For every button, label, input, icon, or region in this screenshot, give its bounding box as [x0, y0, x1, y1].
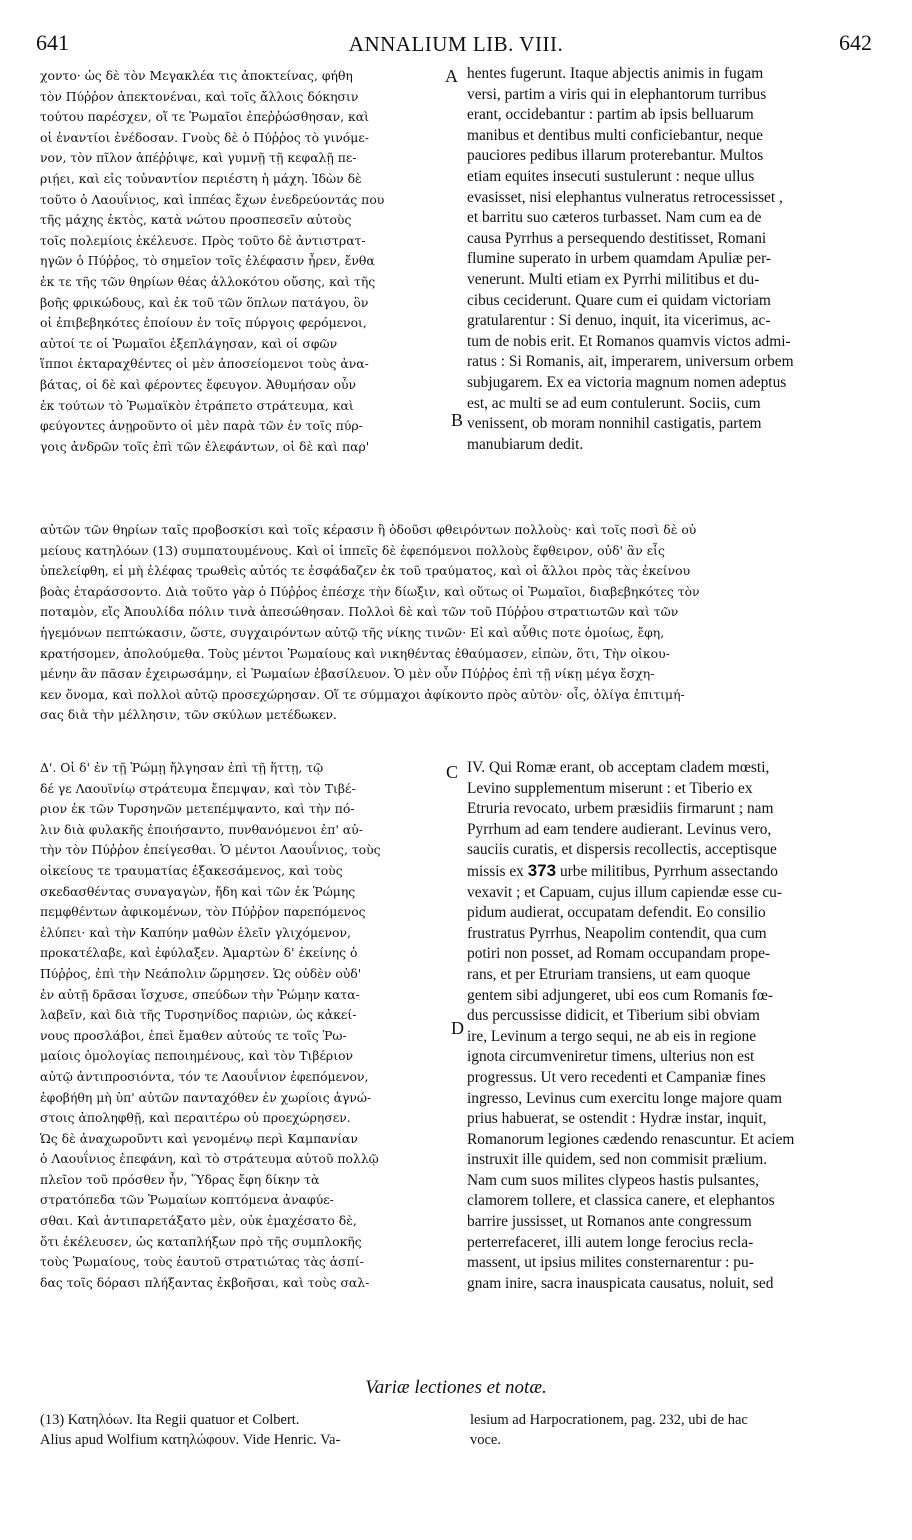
greek-line: ἡγεμόνων πεπτώκασιν, ὥστε, συγχαιρόντων αὐτῷ τῆς νίκης τινῶν· Εἰ καὶ αὖθις ποτε ὁμοίως, ἔφη, — [40, 624, 665, 640]
greek-line: κεν ὄνομα, καὶ πολλοὶ αὐτῷ προσεχώρησαν. Οἵ τε σύμμαχοι ἀφίκοντο πρὸς αὐτὸν· οἷς, ὀλίγα ἐπιτιμή- — [40, 686, 685, 702]
latin-line: rans, et per Etruriam transiens, ut eam quoque — [467, 965, 751, 983]
greek-full-width-text — [40, 520, 876, 726]
greek-line: τὸν Πύῤῥον ἀπεκτονέναι, καὶ τοῖς ἄλλοις δόκησιν — [40, 88, 359, 104]
greek-line: οἰκείους τε τραυματίας ἐξακεσάμενος, καὶ τοὺς — [40, 862, 343, 878]
greek-line: Δ'. Οἱ δ' ἐν τῇ Ῥώμῃ ἤλγησαν ἐπὶ τῇ ἥττῃ, τῷ — [40, 760, 324, 775]
latin-line: Pyrrhum ad eam tendere audierant. Levinus vero, — [467, 820, 772, 838]
greek-line: ἐν αὐτῇ δρᾶσαι ἴσχυσε, σπεύδων τὴν Ῥώμην κατα- — [40, 986, 360, 1002]
greek-line: βάτας, οἱ δὲ καὶ φέροντες ἔφευγον. Ἀθυμήσαν οὖν — [40, 376, 357, 392]
latin-line: est, ac multi se ad eum contulerunt. Sociis, cum — [467, 394, 761, 412]
page-header — [0, 30, 912, 60]
running-title: ANNALIUM LIB. VIII. — [348, 32, 564, 56]
latin-column-bottom — [467, 758, 877, 1294]
latin-line: frustratus Pyrrhus, Neapolim contendit, qua cum — [467, 924, 767, 942]
greek-line: σθαι. Καὶ ἀντιπαρετάξατο μὲν, οὐκ ἐμαχέσατο δὲ, — [40, 1213, 357, 1229]
latin-line: ratus : Si Romanis, ait, imperarem, universum orbem — [467, 353, 794, 371]
greek-line: γοις ἀνδρῶν τοῖς ἐπὶ τῶν ἐλεφάντων, οἱ δὲ καὶ παρ' — [40, 438, 370, 454]
greek-line: ἐλύπει· καὶ τὴν Καπύην μαθὼν ἑλεῖν γλιχόμενον, — [40, 924, 351, 940]
latin-line: cibus ceciderunt. Quare cum ei quidam victoriam — [467, 291, 771, 309]
latin-line: manubiarum dedit. — [467, 435, 584, 453]
greek-line: ηγῶν ὁ Πύῤῥος, τὸ σημεῖον τοῖς ἐλέφασιν ἦρεν, ἔνθα — [40, 253, 375, 269]
latin-line: sauciis curatis, et dispersis recollectis, acceptisque — [467, 841, 777, 859]
footnote-left — [40, 1410, 460, 1450]
latin-line: et barritu suo cæteros turbasset. Nam cum ea de — [467, 209, 762, 227]
greek-line: βοὰς ἐταράσσοντο. Διὰ τοῦτο γὰρ ὁ Πύῤῥος ἐπέσχε τὴν δίωξιν, καὶ οὕτως οἱ Ῥωμαῖοι, διαβεβηκότες τὸν — [40, 583, 700, 599]
latin-line: venissent, ob moram nonnihil castigatis, partem — [467, 415, 762, 433]
greek-line: αὐτῷ ἀντιπροσιόντα, τόν τε Λαουΐνιον ἐφεπόμενον, — [40, 1068, 369, 1084]
margin-marker-d: D — [451, 1018, 464, 1038]
latin-line: dus percussisse didicit, et Tiberium sibi obviam — [467, 1007, 760, 1025]
latin-line: etiam equites insecuti sustulerunt : neque ullus — [467, 167, 755, 185]
latin-line: gratularentur : Si denuo, inquit, ita vicerimus, ac- — [467, 312, 771, 330]
greek-line: χοντο· ὡς δὲ τὸν Μεγακλέα τις ἀποκτείνας, φήθη — [40, 68, 353, 83]
greek-column-top — [40, 66, 450, 457]
latin-line: ingresso, Levinus cum exercitu longe majore quam — [467, 1089, 782, 1107]
latin-line: tum de nobis erit. Et Romanos quamvis victos admi- — [467, 332, 791, 350]
latin-line: Nam cum suos milites clypeos hastis pulsantes, — [467, 1171, 759, 1189]
latin-line: Levino supplementum miserunt : et Tiberio ex — [467, 779, 753, 797]
latin-line: pidum audierat, occupatam defendit. Eo consilio — [467, 904, 766, 922]
greek-line: ἐκ τούτων τὸ Ῥωμαϊκὸν ἐτράπετο στράτευμα, καὶ — [40, 397, 354, 413]
greek-line: νον, τὸν πῖλον ἀπέῤῥιψε, καὶ γυμνῇ τῇ κεφαλῇ πε- — [40, 150, 357, 166]
notes-heading: Variæ lectiones et notæ. — [365, 1377, 547, 1398]
greek-line: πλεῖον τοῦ πρόσθεν ἦν, Ὕδρας ἔφη δίκην τὰ — [40, 1171, 320, 1187]
greek-line: σας διὰ τὴν μέλλησιν, τῶν σκύλων μετέδωκεν. — [40, 707, 337, 723]
greek-line: νους προσλάβοι, ἐπεὶ ἔμαθεν αὐτούς τε τοῖς Ῥω- — [40, 1027, 347, 1043]
greek-line: τοῦτο ὁ Λαουΐνιος, καὶ ἱππέας ἔχων ἐνεδρεύοντάς που — [40, 191, 385, 207]
latin-column-top — [467, 64, 877, 455]
latin-line: vexavit ; et Capuam, cujus illum capiendæ esse cu- — [467, 883, 782, 901]
greek-line: πεμφθέντων ἀφικομένων, τὸν Πύῤῥον παρεπόμενος — [40, 904, 366, 920]
latin-line: flumine superato in urbem quamdam Apuliæ per- — [467, 250, 772, 268]
latin-line: potiri non posset, ad Romam occupandam prope- — [467, 945, 771, 963]
latin-line: subjugarem. Ex ea victoria magnum nomen adeptus — [467, 373, 787, 391]
greek-line: τοὺς Ῥωμαίους, τοὺς ἑαυτοῦ στρατιώτας τὰς ἀσπί- — [40, 1254, 364, 1270]
margin-marker-b: B — [451, 410, 464, 430]
latin-line: perterrefaceret, illi autem longe ferocius recla- — [467, 1233, 754, 1251]
greek-line: τὴν τὸν Πύῤῥον ἐπείγεσθαι. Ὁ μέντοι Λαουΐνιος, τοὺς — [40, 842, 381, 858]
greek-line: λαβεῖν, καὶ διὰ τῆς Τυρσηνίδος παριὼν, ὡς κἀκεί- — [40, 1007, 357, 1023]
latin-line: erant, occidebantur : partim ab ipsis belluarum — [467, 106, 754, 124]
latin-line: venerunt. Multi etiam ex Pyrrhi militibus et du- — [467, 270, 760, 288]
latin-line: clamorem tollere, et classica canere, et elephantos — [467, 1192, 775, 1210]
greek-line: ὑπελείφθη, εἰ μὴ ἐλέφας τρωθεὶς αὐτός τε ἐσφάδαζεν ἐκ τοῦ τραύματος, καὶ οἱ ἄλλοι πρὸς τὰς ἐκείνου — [40, 563, 691, 579]
latin-line: manibus et dentibus multi conficiebantur, neque — [467, 126, 764, 144]
footnote-right — [470, 1410, 880, 1450]
greek-line: κρατήσομεν, ἀπολούμεθα. Τοὺς μέντοι Ῥωμαίους καὶ νικηθέντας ἐθαύμασεν, εἰπὼν, ὅτι, Τὴν οἰκου- — [40, 645, 670, 661]
latin-line: gentem sibi adjungeret, ubi eos cum Romanis fœ- — [467, 986, 774, 1004]
greek-line: στοις ἀποληφθῇ, καὶ περαιτέρω οὐ προεχώρησεν. — [40, 1110, 351, 1126]
latin-line: causa Pyrrhus a persequendo destitisset, Romani — [467, 229, 767, 247]
latin-line: progressus. Ut vero recedenti et Campaniæ fines — [467, 1068, 766, 1086]
greek-line: προκατέλαβε, καὶ ἐφύλαξεν. Ἁμαρτὼν δ' ἐκείνης ὁ — [40, 945, 358, 961]
footnote-line: Alius apud Wolfium κατηλώφουν. Vide Henric. Va- — [40, 1432, 341, 1448]
greek-line: οἱ ἐναντίοι ἐνέδοσαν. Γνοὺς δὲ ὁ Πύῤῥος τὸ γινόμε- — [40, 129, 369, 145]
greek-line: σκεδασθέντας συναγαγὼν, ἤδη καὶ τῶν ἐκ Ῥώμης — [40, 883, 356, 899]
latin-line: instruxit ille quidem, sed non commisit prælium. — [467, 1151, 768, 1169]
footnote-line: lesium ad Harpocrationem, pag. 232, ubi de hac — [470, 1412, 748, 1428]
latin-line: IV. Qui Romæ erant, ob acceptam cladem mœsti, — [467, 759, 770, 776]
greek-line: αὐτοί τε οἱ Ῥωμαῖοι ἐξεπλάγησαν, καὶ οἱ σφῶν — [40, 335, 338, 351]
latin-line: ire, Levinum a tergo sequi, ne ab eis in regione — [467, 1027, 757, 1045]
latin-line: pauciores pedibus illarum proterebantur. Multos — [467, 147, 764, 165]
greek-line: ποταμὸν, εἴς Ἀπουλίδα πόλιν τινὰ ἀπεσώθησαν. Πολλοὶ δὲ καὶ τῶν τοῦ Πύῤῥου στρατιωτῶν καὶ τῶν — [40, 604, 679, 620]
greek-line: δέ γε Λαουϊνίῳ στράτευμα ἔπεμψαν, καὶ τὸν Τιβέ- — [40, 780, 356, 796]
greek-line: φεύγοντες ἀνῃροῦντο οἱ μὲν παρὰ τῶν ἐν τοῖς πύρ- — [40, 418, 363, 434]
greek-line: ὅτι ἐκέλευσεν, ὡς καταπλήξων πρὸ τῆς συμπλοκῆς — [40, 1233, 362, 1249]
footnote-line: (13) Κατηλόων. Ita Regii quatuor et Colbert. — [40, 1412, 300, 1428]
greek-line: ἵπποι ἐκταραχθέντες οἱ μὲν ἀποσείομενοι τοὺς ἀνα- — [40, 356, 369, 372]
greek-line: μένην ἂν πᾶσαν ἐχειρωσάμην, εἰ Ῥωμαίων ἐβασίλευον. Ὁ μὲν οὖν Πύῤῥος ἐπὶ τῇ νίκῃ μέγα ἔσχη- — [40, 666, 655, 682]
latin-line: ignota circumveniretur timens, ulterius non est — [467, 1048, 755, 1066]
latin-line: Etruria revocato, urbem præsidiis firmarunt ; nam — [467, 800, 774, 818]
greek-line: ὁ Λαουΐνιος ἐπεφάνη, καὶ τὸ στράτευμα αὐτοῦ πολλῷ — [40, 1151, 379, 1167]
reference-number: 373 — [527, 860, 557, 880]
greek-line: ριῄει, καὶ εἰς τοὐναντίον περιέστη ἡ μάχη. Ἰδὼν δὲ — [40, 170, 362, 186]
greek-line: οἱ ἐπιβεβηκότες ἐποίουν ἐν τοῖς πύργοις φερόμενοι, — [40, 315, 367, 331]
greek-line: ριον ἐκ τῶν Τυρσηνῶν μετεπέμψαντο, καὶ τὴν πό- — [40, 801, 355, 817]
greek-line: Πύῤῥος, ἐπὶ τὴν Νεάπολιν ὥρμησεν. Ὡς οὐδὲν οὐδ' — [40, 965, 362, 981]
greek-line: Ὡς δὲ ἀναχωροῦντι καὶ γενομένῳ περὶ Καμπανίαν — [40, 1130, 358, 1146]
footnote-line: voce. — [470, 1432, 501, 1448]
latin-line: versi, partim a viris qui in elephantorum turribus — [467, 85, 767, 103]
greek-line: λιν διὰ φυλακῆς ἐποιήσαντο, πυνθανόμενοι ἐπ' αὐ- — [40, 821, 363, 837]
margin-marker-c: C — [446, 762, 459, 782]
latin-line: massent, ut ipsius milites consternarentur : pu- — [467, 1254, 754, 1272]
latin-line: evasisset, nisi elephantus vulneratus retrocessisset , — [467, 188, 783, 206]
greek-column-bottom — [40, 758, 450, 1293]
margin-marker-a: A — [445, 66, 458, 86]
latin-line: Romanorum legiones cædendo renascuntur. Et aciem — [467, 1130, 795, 1148]
greek-line: βοῆς φρικώδους, καὶ ἐκ τοῦ τῶν ὅπλων πατάγου, ὃν — [40, 294, 369, 310]
greek-line: αὐτῶν τῶν θηρίων ταῖς προβοσκίσι καὶ τοῖς κέρασιν ἢ ὀδοῦσι φθειρόντων πολλοὺς· καὶ τοῖς ποσὶ δὲ οὐ — [40, 522, 697, 537]
page-number-right: 642 — [839, 30, 872, 55]
greek-line: ἐκ τε τῆς τῶν θηρίων θέας ἀλλοκότου οὔσης, καὶ τῆς — [40, 273, 376, 289]
greek-line: ἐφοβήθη μὴ ὑπ' αὐτῶν πανταχόθεν ἐν χωρίοις ἀγνώ- — [40, 1089, 372, 1105]
greek-line: τούτου παρέσχεν, οἵ τε Ῥωμαῖοι ἐπεῤῥώσθησαν, καὶ — [40, 109, 369, 125]
greek-line: μείους κατηλόων (13) συμπατουμένους. Καὶ οἱ ἱππεῖς δὲ ἐφεπόμενοι πολλοὺς ἔφθειρον, οὐδ' ἂν εἷς — [40, 542, 665, 558]
latin-line: gnam inire, sacra inauspicata causatus, noluit, sed — [467, 1274, 774, 1292]
greek-line: δας τοῖς δόρασι πλήξαντας ἐκβοῆσαι, καὶ τοὺς σαλ- — [40, 1274, 370, 1290]
greek-line: μαίοις ὁμολογίας πεποιημένους, καὶ τὸν Τιβέριον — [40, 1048, 354, 1064]
latin-line: barrire jussisset, ut Romanos ante congressum — [467, 1213, 752, 1231]
greek-line: τῆς μάχης ἐκτὸς, κατὰ νώτου προσπεσεῖν αὐτοὺς — [40, 212, 352, 228]
latin-line: hentes fugerunt. Itaque abjectis animis in fugam — [467, 65, 764, 82]
latin-line-with-reference: missis ex 373 urbe militibus, Pyrrhum assectando — [467, 860, 778, 880]
greek-line: τοῖς πολεμίοις ἐκέλευσε. Πρὸς τοῦτο δὲ ἀντιστρατ- — [40, 232, 366, 248]
latin-line: prius habuerat, se ostendit : Hydræ instar, inquit, — [467, 1110, 767, 1128]
page-number-left: 641 — [36, 30, 69, 55]
greek-line: στρατόπεδα τῶν Ῥωμαίων κοπτόμενα ἀναφύε- — [40, 1192, 334, 1208]
